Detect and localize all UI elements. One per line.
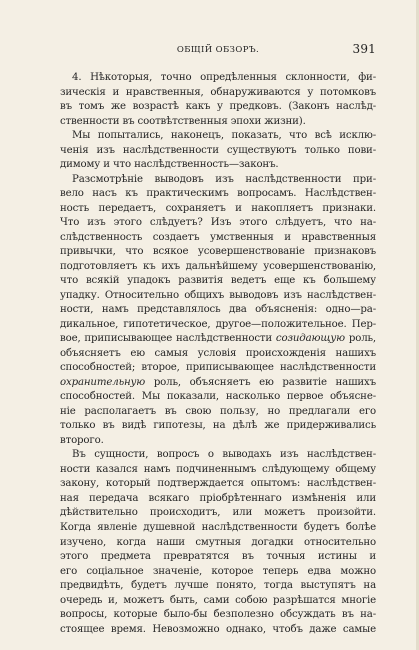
text-line: объясняетъ ею самыя условія происхожденія нашихъ [60, 347, 376, 359]
text-line: очередь и, можетъ быть, сами собою разрѣшатся многіе [60, 594, 376, 606]
page-number: 391 [352, 42, 376, 56]
text-line: Въ сущности, вопросъ о выводахъ изъ наслѣдствен- [72, 449, 376, 461]
text-line: ченія изъ наслѣдственности существуютъ только пови- [60, 144, 376, 156]
text-line: привычки, что всякое усовершенствованіе признаковъ [60, 246, 376, 258]
text-line: только въ видѣ гипотезы, на дѣлѣ же придерживались [60, 420, 376, 432]
body-text [60, 71, 376, 637]
text-line: этого предмета превратятся въ точныя истины и [60, 551, 376, 563]
text-line: ности казался намъ подчиненнымъ слѣдующему общему [60, 463, 376, 475]
text-line: димому и что наслѣдственность—законъ. [60, 159, 279, 171]
text-line: способностей; второе, приписывающее наслѣдственности [60, 362, 376, 374]
text-line: зическія и нравственныя, обнаруживаются у потомковъ [60, 86, 376, 98]
text-line: стоящее время. Невозможно однако, чтобъ даже самые [60, 623, 376, 635]
text-line: что всякій упадокъ развитія ведетъ еще къ большему [60, 275, 376, 287]
text-line: Что изъ этого слѣдуетъ? Изъ этого слѣдуетъ, что на- [60, 217, 376, 229]
text-line: закону, который подтверждается опытомъ: наслѣдствен- [60, 478, 376, 490]
text-line: 4. Нѣкоторыя, точно опредѣленныя склонности, фи- [72, 72, 376, 83]
text-line: дикальное, гипотетическое, другое—положительное. Пер- [60, 318, 376, 330]
text-line: Когда явленіе душевной наслѣдственности будетъ болѣе [60, 521, 376, 533]
text-line: слѣдственность создаетъ умственныя и нравственныя [60, 231, 376, 243]
text-line: ная передача всякаго пріобрѣтеннаго измѣненія или [60, 492, 376, 504]
text-line: ность передаетъ, сохраняетъ и накопляетъ признаки. [60, 202, 376, 214]
text-line: вое, приписывающее наслѣдственности созидающую роль, [60, 333, 377, 345]
running-header [60, 42, 376, 56]
running-title: ОБЩІЙ ОБЗОРЪ. [176, 45, 260, 55]
text-line: Разсмотрѣніе выводовъ изъ наслѣдственности при- [72, 173, 376, 185]
text-line: ніе располагаетъ въ свою пользу, но предлагали его [60, 405, 376, 417]
text-line: изучено, когда наши смутныя догадки относительно [60, 536, 376, 548]
text-line: вопросы, которые было-бы безполезно обсуждать въ на- [60, 609, 376, 621]
text-line: упадку. Относительно общихъ выводовъ изъ наслѣдствен- [60, 289, 376, 301]
text-line: ности, намъ представлялось два объясненія: одно—ра- [60, 304, 376, 316]
text-line: предвидѣть, будетъ лучше понято, тогда выступятъ на [60, 580, 376, 592]
text-line: его соціальное значеніе, которое теперь едва можно [60, 565, 376, 577]
text-line: въ томъ же возрастѣ какъ у предковъ. (Законъ наслѣд- [60, 101, 376, 113]
text-line: ственности въ соотвѣтственныя эпохи жизни). [60, 115, 306, 127]
text-line: способностей. Мы показали, насколько первое объясне- [60, 391, 376, 403]
text-line: дѣйствительно происходитъ, или можетъ произойти. [60, 507, 376, 519]
text-line: охранительную роль, объясняетъ ею развитіе нашихъ [60, 376, 376, 388]
text-line: вело насъ къ практическимъ вопросамъ. Наслѣдствен- [60, 188, 376, 200]
text-line: подготовляетъ къ ихъ дальнѣйшему усовершенствованію, [60, 260, 376, 272]
text-line: Мы попытались, наконецъ, показать, что всѣ исклю- [72, 130, 376, 142]
text-line: второго. [60, 434, 104, 446]
